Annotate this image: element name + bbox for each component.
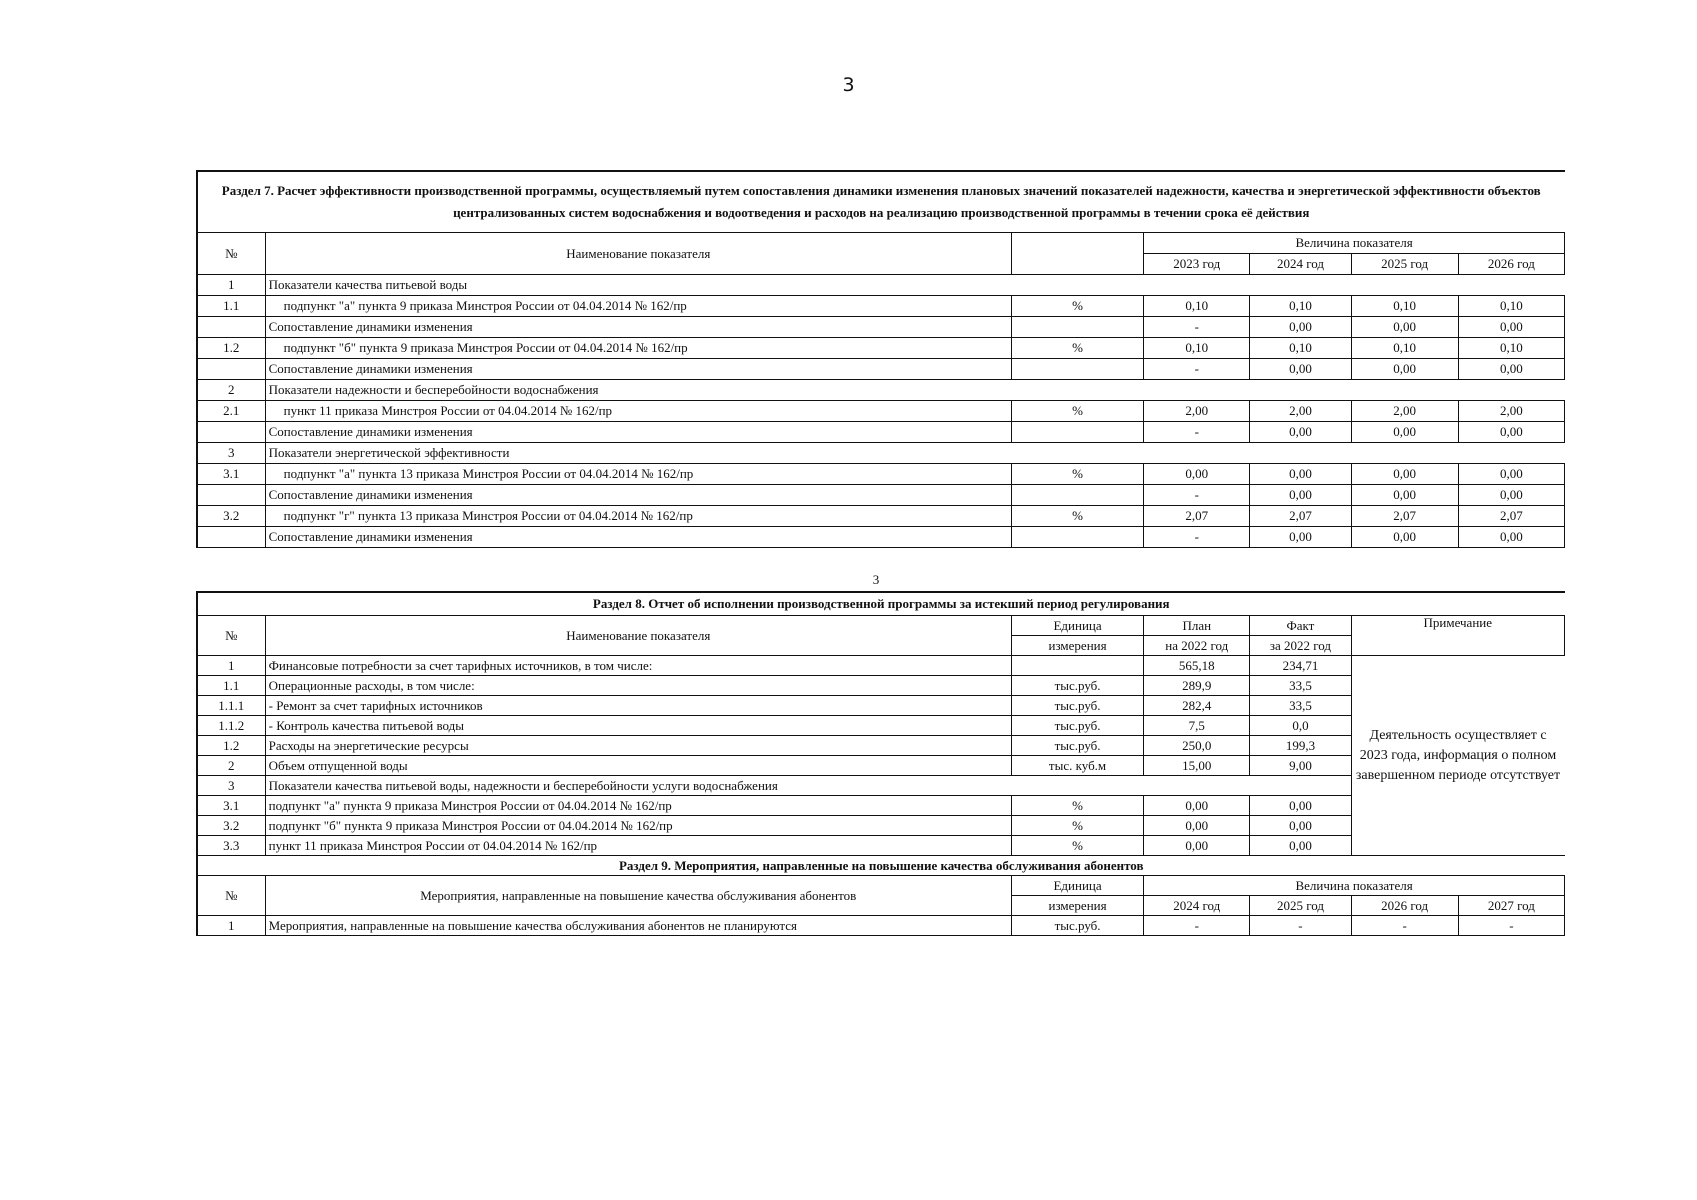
row-unit: тыс.руб. [1011, 676, 1143, 696]
row-num: 2.1 [197, 401, 265, 422]
row-unit [1011, 485, 1143, 506]
row-value: - [1144, 916, 1250, 936]
row-plan: 250,0 [1144, 736, 1250, 756]
row-fact: 33,5 [1250, 676, 1351, 696]
row-name: подпункт "а" пункта 9 приказа Минстроя России от 04.04.2014 № 162/пр [265, 296, 1011, 317]
row-value: 0,10 [1351, 338, 1458, 359]
row-value: 0,00 [1458, 485, 1564, 506]
column-header-unit: измерения [1011, 896, 1143, 916]
row-num: 3 [197, 443, 265, 464]
row-num: 1.2 [197, 736, 265, 756]
row-plan: 282,4 [1144, 696, 1250, 716]
row-value: 0,00 [1351, 464, 1458, 485]
row-value: 0,10 [1351, 296, 1458, 317]
row-value: 0,00 [1250, 464, 1351, 485]
column-header-num: № [197, 233, 265, 275]
row-num: 3.1 [197, 464, 265, 485]
table-row [197, 464, 1565, 485]
row-value: 2,07 [1458, 506, 1564, 527]
section-7-title: Раздел 7. Расчет эффективности производственной программы, осуществляемый путем сопоставления динамики изменения плановых значений показателей надежности, качества и энергетической эффективности объектов централизованных систем водоснабжения и водоотведения и расходов на реализацию производственной программы в течении срока её действия [197, 171, 1565, 233]
column-header-unit: измерения [1011, 636, 1143, 656]
row-value: 0,10 [1458, 338, 1564, 359]
row-name: пункт 11 приказа Минстроя России от 04.04.2014 № 162/пр [265, 401, 1011, 422]
row-value: - [1458, 916, 1564, 936]
row-unit [1011, 422, 1143, 443]
row-unit: тыс. куб.м [1011, 756, 1143, 776]
row-num: 3.2 [197, 506, 265, 527]
column-header-year: 2024 год [1144, 896, 1250, 916]
row-value: - [1144, 485, 1250, 506]
row-name: подпункт "г" пункта 13 приказа Минстроя России от 04.04.2014 № 162/пр [265, 506, 1011, 527]
row-value: 0,00 [1351, 527, 1458, 548]
row-num: 3.3 [197, 836, 265, 856]
row-value: 0,00 [1458, 527, 1564, 548]
row-plan: 0,00 [1144, 796, 1250, 816]
row-fact: 234,71 [1250, 656, 1351, 676]
row-unit [1011, 317, 1143, 338]
column-header-name: Мероприятия, направленные на повышение качества обслуживания абонентов [265, 876, 1011, 916]
row-num: 3 [197, 776, 265, 796]
row-value: 0,00 [1458, 317, 1564, 338]
row-value: 0,00 [1250, 527, 1351, 548]
row-value: 0,00 [1351, 317, 1458, 338]
row-unit [1011, 359, 1143, 380]
column-header-note: Примечание [1351, 616, 1564, 656]
row-value: 0,00 [1250, 317, 1351, 338]
row-name: Объем отпущенной воды [265, 756, 1011, 776]
row-plan: 15,00 [1144, 756, 1250, 776]
row-name: - Контроль качества питьевой воды [265, 716, 1011, 736]
table-row [197, 275, 1565, 296]
column-header-value: Величина показателя [1144, 876, 1565, 896]
row-plan: 289,9 [1144, 676, 1250, 696]
table-row [197, 443, 1565, 464]
column-header-plan: на 2022 год [1144, 636, 1250, 656]
row-value: - [1250, 916, 1351, 936]
row-name: Сопоставление динамики изменения [265, 317, 1011, 338]
row-value: 2,00 [1351, 401, 1458, 422]
row-name: - Ремонт за счет тарифных источников [265, 696, 1011, 716]
row-value: 0,10 [1144, 296, 1250, 317]
row-value: 2,07 [1144, 506, 1250, 527]
row-fact: 0,0 [1250, 716, 1351, 736]
column-header-year: 2023 год [1144, 254, 1250, 275]
row-num: 1.1 [197, 296, 265, 317]
row-fact: 199,3 [1250, 736, 1351, 756]
row-name: Финансовые потребности за счет тарифных источников, в том числе: [265, 656, 1011, 676]
row-value: 0,10 [1250, 296, 1351, 317]
row-unit [1011, 656, 1143, 676]
row-name: Расходы на энергетические ресурсы [265, 736, 1011, 756]
row-unit: тыс.руб. [1011, 696, 1143, 716]
row-num: 1 [197, 656, 265, 676]
section-8-note: Деятельность осуществляет с 2023 года, информация о полном завершенном периоде отсутствует [1351, 656, 1564, 856]
row-unit: тыс.руб. [1011, 916, 1143, 936]
section-8-9-table [196, 591, 1565, 936]
row-fact: 0,00 [1250, 796, 1351, 816]
row-num [197, 359, 265, 380]
row-value: - [1351, 916, 1458, 936]
table-row [197, 527, 1565, 548]
table-row [197, 485, 1565, 506]
row-unit [1011, 527, 1143, 548]
row-value: 0,00 [1351, 422, 1458, 443]
column-header-year: 2025 год [1351, 254, 1458, 275]
row-value: 2,00 [1144, 401, 1250, 422]
column-header-unit: Единица [1011, 616, 1143, 636]
row-num: 2 [197, 380, 265, 401]
row-num: 1.1 [197, 676, 265, 696]
row-fact: 9,00 [1250, 756, 1351, 776]
row-name: Сопоставление динамики изменения [265, 527, 1011, 548]
row-value: - [1144, 359, 1250, 380]
row-num: 1.1.1 [197, 696, 265, 716]
column-header-value: Величина показателя [1144, 233, 1565, 254]
row-value: 0,00 [1144, 464, 1250, 485]
row-fact: 0,00 [1250, 816, 1351, 836]
row-value: 0,10 [1144, 338, 1250, 359]
row-unit: % [1011, 296, 1143, 317]
row-value: 0,00 [1250, 359, 1351, 380]
column-header-unit [1011, 233, 1143, 275]
row-num [197, 485, 265, 506]
row-value: - [1144, 317, 1250, 338]
row-value: - [1144, 422, 1250, 443]
column-header-unit: Единица [1011, 876, 1143, 896]
row-name: Показатели качества питьевой воды [265, 275, 1564, 296]
row-plan: 565,18 [1144, 656, 1250, 676]
row-name: подпункт "а" пункта 9 приказа Минстроя России от 04.04.2014 № 162/пр [265, 796, 1011, 816]
row-value: 0,00 [1351, 485, 1458, 506]
row-value: 2,07 [1250, 506, 1351, 527]
row-name: Показатели качества питьевой воды, надежности и бесперебойности услуги водоснабжения [265, 776, 1351, 796]
column-header-year: 2026 год [1458, 254, 1564, 275]
column-header-plan: План [1144, 616, 1250, 636]
table-row [197, 506, 1565, 527]
row-unit: % [1011, 338, 1143, 359]
row-value: 2,00 [1458, 401, 1564, 422]
column-header-name: Наименование показателя [265, 616, 1011, 656]
row-name: Мероприятия, направленные на повышение качества обслуживания абонентов не планируются [265, 916, 1011, 936]
column-header-fact: за 2022 год [1250, 636, 1351, 656]
table-row [197, 916, 1565, 936]
section-7-table [196, 170, 1565, 548]
row-value: 0,00 [1458, 359, 1564, 380]
row-num [197, 317, 265, 338]
column-header-year: 2025 год [1250, 896, 1351, 916]
row-num: 1 [197, 916, 265, 936]
row-value: 0,10 [1250, 338, 1351, 359]
row-unit: % [1011, 796, 1143, 816]
row-num: 2 [197, 756, 265, 776]
row-fact: 0,00 [1250, 836, 1351, 856]
row-fact: 33,5 [1250, 696, 1351, 716]
column-header-year: 2024 год [1250, 254, 1351, 275]
row-num [197, 422, 265, 443]
page-number: 3 [842, 74, 855, 96]
table-row [197, 380, 1565, 401]
table-row [197, 656, 1565, 676]
column-header-num: № [197, 616, 265, 656]
row-unit: % [1011, 836, 1143, 856]
row-name: Сопоставление динамики изменения [265, 485, 1011, 506]
row-plan: 0,00 [1144, 836, 1250, 856]
mid-page-number: 3 [872, 572, 880, 587]
row-name: подпункт "б" пункта 9 приказа Минстроя России от 04.04.2014 № 162/пр [265, 816, 1011, 836]
row-name: Показатели надежности и бесперебойности водоснабжения [265, 380, 1564, 401]
column-header-fact: Факт [1250, 616, 1351, 636]
row-plan: 0,00 [1144, 816, 1250, 836]
section-9-title: Раздел 9. Мероприятия, направленные на повышение качества обслуживания абонентов [197, 856, 1565, 876]
row-name: Сопоставление динамики изменения [265, 359, 1011, 380]
column-header-name: Наименование показателя [265, 233, 1011, 275]
table-row [197, 422, 1565, 443]
row-name: подпункт "а" пункта 13 приказа Минстроя России от 04.04.2014 № 162/пр [265, 464, 1011, 485]
row-value: 0,00 [1458, 464, 1564, 485]
table-row [197, 401, 1565, 422]
row-name: Сопоставление динамики изменения [265, 422, 1011, 443]
row-value: 0,00 [1458, 422, 1564, 443]
row-name: пункт 11 приказа Минстроя России от 04.04.2014 № 162/пр [265, 836, 1011, 856]
row-value: 0,00 [1250, 485, 1351, 506]
row-num: 3.2 [197, 816, 265, 836]
row-unit: тыс.руб. [1011, 736, 1143, 756]
row-plan: 7,5 [1144, 716, 1250, 736]
row-value: 0,00 [1351, 359, 1458, 380]
column-header-year: 2027 год [1458, 896, 1564, 916]
column-header-year: 2026 год [1351, 896, 1458, 916]
table-row [197, 359, 1565, 380]
table-row [197, 338, 1565, 359]
row-value: 2,07 [1351, 506, 1458, 527]
table-row [197, 317, 1565, 338]
row-unit: % [1011, 401, 1143, 422]
row-name: Операционные расходы, в том числе: [265, 676, 1011, 696]
table-row [197, 296, 1565, 317]
row-name: подпункт "б" пункта 9 приказа Минстроя России от 04.04.2014 № 162/пр [265, 338, 1011, 359]
row-unit: тыс.руб. [1011, 716, 1143, 736]
row-unit: % [1011, 816, 1143, 836]
row-num: 1.2 [197, 338, 265, 359]
row-value: - [1144, 527, 1250, 548]
row-num: 1.1.2 [197, 716, 265, 736]
row-num: 1 [197, 275, 265, 296]
row-name: Показатели энергетической эффективности [265, 443, 1564, 464]
row-value: 2,00 [1250, 401, 1351, 422]
row-value: 0,00 [1250, 422, 1351, 443]
row-num: 3.1 [197, 796, 265, 816]
row-value: 0,10 [1458, 296, 1564, 317]
row-unit: % [1011, 464, 1143, 485]
section-8-title: Раздел 8. Отчет об исполнении производственной программы за истекший период регулирования [197, 592, 1565, 616]
row-num [197, 527, 265, 548]
column-header-num: № [197, 876, 265, 916]
row-unit: % [1011, 506, 1143, 527]
